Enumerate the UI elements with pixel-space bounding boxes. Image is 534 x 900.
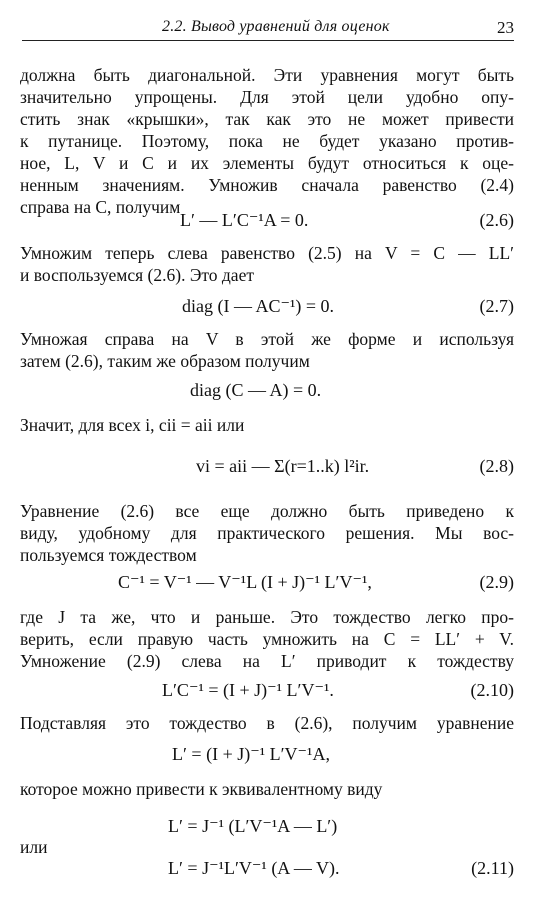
equation-number: (2.10)	[470, 680, 514, 700]
paragraph	[20, 500, 514, 566]
equation-formula: diag (C — A) = 0.	[190, 380, 322, 400]
equation-number: (2.8)	[479, 456, 514, 476]
equation-substitution	[0, 740, 534, 768]
paragraph	[20, 328, 514, 372]
equation-2-7	[0, 292, 534, 320]
text-line: Подставляя это тождество в (2.6), получим уравнение	[20, 713, 514, 733]
text-line: к путанице. Поэтому, пока не будет указано против-	[20, 131, 514, 151]
equation-formula: L′C⁻¹ = (I + J)⁻¹ L′V⁻¹.	[162, 680, 334, 700]
equation-diag	[0, 376, 534, 404]
text-line: должна быть диагональной. Эти уравнения могут быть	[20, 65, 514, 85]
equation-2-9	[0, 568, 534, 596]
equation-number: (2.6)	[479, 210, 514, 230]
equation-2-8	[0, 452, 534, 480]
text-line: ное, L, V и C и их элементы будут относиться к оце-	[20, 153, 514, 173]
text-line: пользуемся тождеством	[20, 545, 197, 565]
text-line: значительно упрощены. Для этой цели удобно опу-	[20, 87, 514, 107]
equation-2-6	[0, 206, 534, 234]
text-line: затем (2.6), таким же образом получим	[20, 351, 310, 371]
text-line: виду, удобному для практического решения. Мы вос-	[20, 523, 514, 543]
text-line: Значит, для всех i, cii = aii или	[20, 415, 245, 435]
paragraph	[20, 778, 514, 800]
equation-formula: C⁻¹ = V⁻¹ — V⁻¹L (I + J)⁻¹ L′V⁻¹,	[118, 572, 372, 592]
text-line: справа на C, получим	[20, 197, 181, 217]
paragraph	[20, 414, 514, 436]
equation-formula: L′ = J⁻¹ (L′V⁻¹A — L′)	[168, 816, 338, 836]
page-header	[22, 10, 514, 41]
page-number: 23	[497, 18, 514, 37]
equation-number: (2.9)	[479, 572, 514, 592]
text-line: верить, если правую часть умножить на C = LL′ + V.	[20, 629, 514, 649]
text-line: стить знак «крышки», так как это не может привести	[20, 109, 514, 129]
paragraph	[20, 712, 514, 734]
text-line: и воспользуемся (2.6). Это дает	[20, 265, 254, 285]
equation-2-11	[0, 854, 534, 882]
equation-formula: diag (I — AC⁻¹) = 0.	[182, 296, 335, 316]
text-line: которое можно привести к эквивалентному виду	[20, 779, 383, 799]
equation-formula: vi = aii — Σ(r=1..k) l²ir.	[196, 456, 370, 476]
equation-number: (2.11)	[471, 858, 514, 878]
equation-formula: L′ — L′C⁻¹A = 0.	[180, 210, 309, 230]
equation-2-10	[0, 676, 534, 704]
text-line: ненным значениям. Умножив сначала равенство (2.4)	[20, 175, 514, 195]
paragraph	[20, 64, 514, 218]
equation-number: (2.7)	[479, 296, 514, 316]
text-line: Умножим теперь слева равенство (2.5) на V = C — LL′	[20, 243, 514, 263]
paragraph	[20, 242, 514, 286]
paragraph	[20, 606, 514, 672]
equation-formula: L′ = J⁻¹L′V⁻¹ (A — V).	[168, 858, 340, 878]
text-line: Уравнение (2.6) все еще должно быть приведено к	[20, 501, 514, 521]
equation-formula: L′ = (I + J)⁻¹ L′V⁻¹A,	[172, 744, 330, 764]
running-head: 2.2. Вывод уравнений для оценок	[162, 18, 390, 35]
text-line: Умножая справа на V в этой же форме и используя	[20, 329, 514, 349]
text-line: где J та же, что и раньше. Это тождество легко про-	[20, 607, 514, 627]
text-line: или	[20, 837, 48, 857]
text-line: Умножение (2.9) слева на L′ приводит к тождеству	[20, 651, 514, 671]
